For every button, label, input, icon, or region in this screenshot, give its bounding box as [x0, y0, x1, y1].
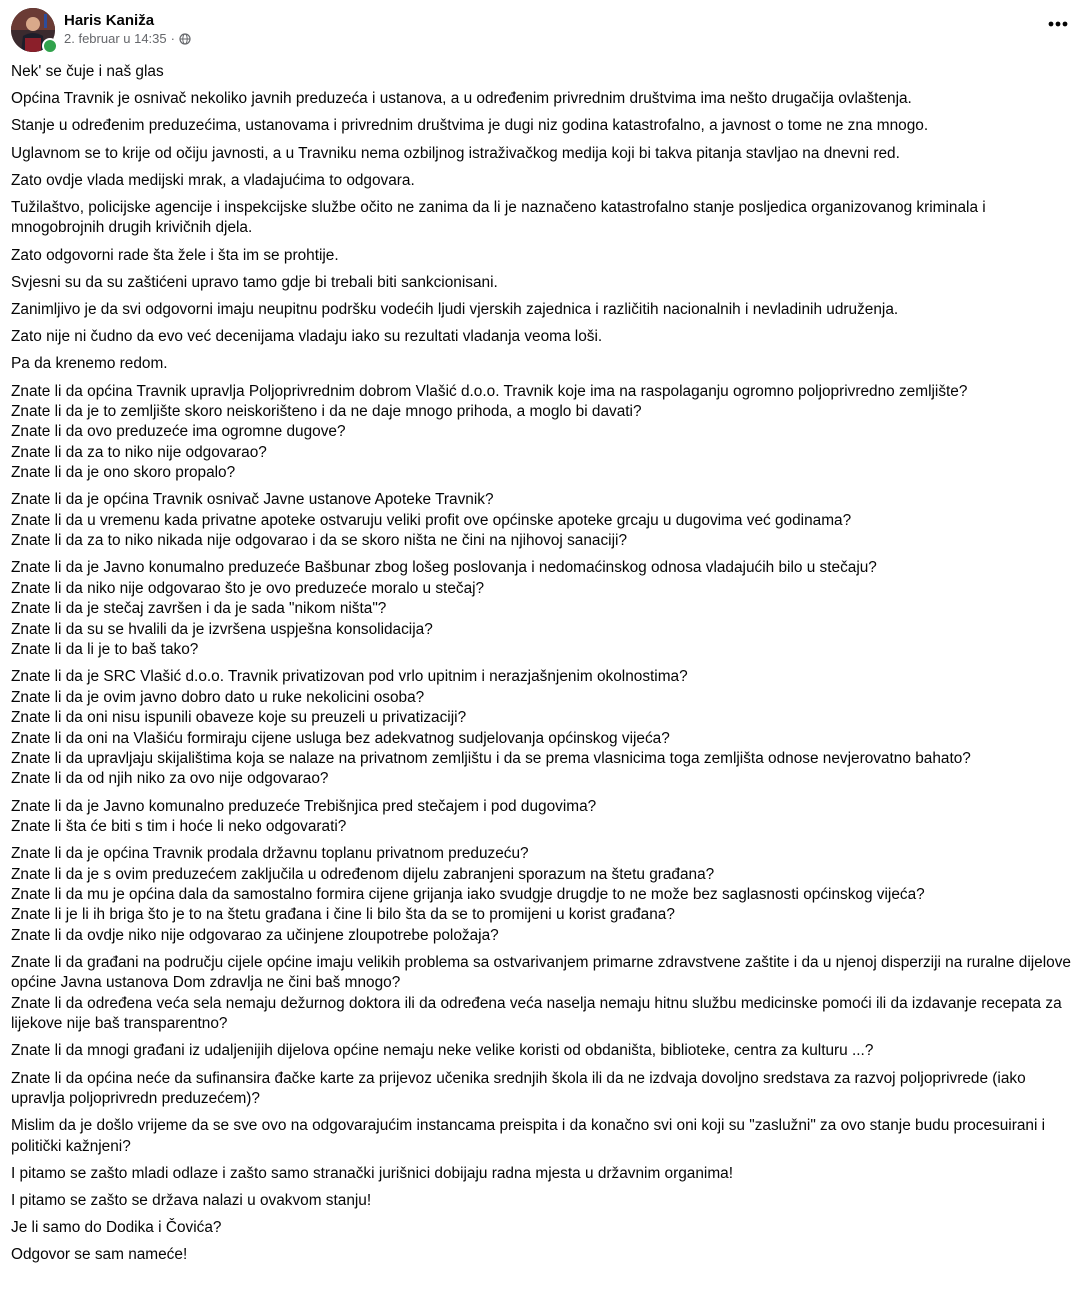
- question-line: Znate li da niko nije odgovarao što je ovo preduzeće moralo u stečaj?: [11, 579, 485, 597]
- question-line: Znate li da je ovim javno dobro dato u ruke nekolicini osoba?: [11, 688, 425, 706]
- question-group: [11, 667, 1071, 789]
- question-line: Znate li da je to zemljište skoro neiskorišteno i da ne daje mnogo prihoda, a moglo bi davati?: [11, 403, 642, 421]
- question-line: Znate li da oni na Vlašiću formiraju cijene usluga bez adekvatnog sudjelovanja općinskog vijeća?: [11, 729, 670, 747]
- question-line: Znate li da za to niko nije odgovarao?: [11, 443, 267, 461]
- post-paragraph: Općina Travnik je osnivač nekoliko javnih preduzeća i ustanova, a u određenim privrednim društvima ima nešto drugačija ovlaštenja.: [11, 90, 912, 108]
- post-body: [11, 62, 1071, 1273]
- question-line: Znate li šta će biti s tim i hoće li neko odgovarati?: [11, 817, 347, 835]
- question-line: Znate li da građani na području cijele općine imaju velikih problema sa ostvarivanjem primarne zdravstvene zaštite i da u njenoj disperziji na ruralne dijelove općine Javna ustanova Dom zdravlja ne čini baš mnogo?: [11, 953, 1071, 992]
- post-paragraph: Zato odgovorni rade šta žele i šta im se prohtije.: [11, 246, 339, 264]
- question-line: Znate li da li je to baš tako?: [11, 641, 199, 659]
- post-meta: [64, 31, 191, 46]
- question-line: Znate li da mnogi građani iz udaljenijih dijelova općine nemaju neke velike koristi od obdaništa, biblioteke, centra za kulturu ...?: [11, 1042, 874, 1060]
- question-line: Znate li da je ono skoro propalo?: [11, 464, 236, 482]
- question-line: Znate li da oni nisu ispunili obaveze koje su preuzeli u privatizaciji?: [11, 709, 467, 727]
- online-status-dot: [42, 38, 58, 54]
- question-line: Znate li da je Javno komunalno preduzeće Trebišnjica pred stečajem i pod dugovima?: [11, 797, 597, 815]
- question-line: Znate li da ovdje niko nije odgovarao za učinjene zloupotrebe položaja?: [11, 926, 499, 944]
- post-paragraph: Nek' se čuje i naš glas: [11, 63, 164, 80]
- question-line: Znate li da u vremenu kada privatne apoteke ostvaruju veliki profit ove općinske apoteke grcaju u dugovima već godinama?: [11, 511, 852, 529]
- post-paragraph: Stanje u određenim preduzećima, ustanovama i privrednim društvima je dugi niz godina katastrofalno, a javnost o tome ne zna mnogo.: [11, 117, 929, 135]
- question-line: Znate li da mu je općina dala da samostalno formira cijene grijanja iako svudgje drugdje to ne može bez saglasnosti općinskog vijeća?: [11, 885, 925, 903]
- question-line: Znate li da općina neće da sufinansira đačke karte za prijevoz učenika srednjih škola ili da ne izdvaja dovoljno sredstava za razvoj poljoprivrede (iako upravlja poljoprivredn preduzećem)?: [11, 1069, 1026, 1108]
- question-line: Znate li da upravljaju skijalištima koja se nalaze na privatnom zemljištu i da se prema vlasnicima toga zemljišta odnose nevjerovatno bahato?: [11, 749, 971, 767]
- post-paragraph: Pa da krenemo redom.: [11, 355, 168, 373]
- question-group: [11, 490, 1071, 551]
- post-paragraph: I pitamo se zašto se država nalazi u ovakvom stanju!: [11, 1192, 372, 1210]
- post-paragraph: I pitamo se zašto mladi odlaze i zašto samo stranački jurišnici dobijaju radna mjesta u državnim organima!: [11, 1164, 733, 1182]
- post-paragraph: Zanimljivo je da svi odgovorni imaju neupitnu podršku vodećih ljudi vjerskih zajednica i različitih nacionalnih i nevladinih udruženja.: [11, 301, 899, 319]
- post-paragraph: Tužilaštvo, policijske agencije i inspekcijske službe očito ne zanima da li je naznačeno katastrofalno stanje posljedica organizovanog kriminala i mnogobrojnih drugih krivičnih djela.: [11, 199, 986, 237]
- question-group: [11, 1069, 1071, 1110]
- question-group: [11, 797, 1071, 838]
- meta-separator: ·: [170, 31, 175, 46]
- question-group: [11, 953, 1071, 1035]
- post-paragraph: Je li samo do Dodika i Čovića?: [11, 1219, 222, 1237]
- more-options-icon[interactable]: [1046, 12, 1070, 36]
- question-line: Znate li da je SRC Vlašić d.o.o. Travnik privatizovan pod vrlo upitnim i nerazjašnjenim okolnostima?: [11, 668, 688, 686]
- question-group: [11, 844, 1071, 946]
- question-line: Znate li da je s ovim preduzećem zaključila u određenom dijelu zabranjeni sporazum na štetu građana?: [11, 865, 715, 883]
- question-group: [11, 382, 1071, 484]
- question-line: Znate li je li ih briga što je to na štetu građana i čine li bilo šta da se to promijeni u korist građana?: [11, 906, 675, 924]
- question-line: Znate li da općina Travnik upravlja Poljoprivrednim dobrom Vlašić d.o.o. Travnik koje ima na raspolaganju ogromno poljoprivredno zemljište?: [11, 382, 968, 400]
- question-line: Znate li da je općina Travnik prodala državnu toplanu privatnom preduzeću?: [11, 845, 529, 863]
- question-group: [11, 558, 1071, 660]
- post-paragraph: Svjesni su da su zaštićeni upravo tamo gdje bi trebali biti sankcionisani.: [11, 273, 498, 291]
- question-line: Znate li da od njih niko za ovo nije odgovarao?: [11, 770, 329, 788]
- post-paragraph: Mislim da je došlo vrijeme da se sve ovo na odgovarajućim instancama preispita i da konačno svi oni koji su "zaslužni" za ovo stanje budu procesuirani i politički kažnjeni?: [11, 1117, 1046, 1155]
- post-paragraph: Zato ovdje vlada medijski mrak, a vladajućima to odgovara.: [11, 171, 415, 189]
- post-paragraph: Uglavnom se to krije od očiju javnosti, a u Travniku nema ozbiljnog istraživačkog medija koji bi takva pitanja stavljao na dnevni red.: [11, 144, 900, 162]
- globe-icon[interactable]: [179, 33, 191, 45]
- question-line: Znate li da je općina Travnik osnivač Javne ustanove Apoteke Travnik?: [11, 491, 494, 509]
- question-line: Znate li da su se hvalili da je izvršena uspješna konsolidacija?: [11, 620, 433, 638]
- post-paragraph: Zato nije ni čudno da evo već decenijama vladaju iako su rezultati vladanja veoma loši.: [11, 328, 603, 346]
- post-date[interactable]: 2. februar u 14:35: [64, 31, 167, 46]
- question-line: Znate li da ovo preduzeće ima ogromne dugove?: [11, 423, 346, 441]
- question-line: Znate li da je stečaj završen i da je sada "nikom ništa"?: [11, 600, 387, 618]
- question-group: [11, 1041, 1071, 1061]
- question-line: Znate li da je Javno konumalno preduzeće Bašbunar zbog lošeg poslovanja i nedomaćinskog odnosa vladajućih bilo u stečaju?: [11, 559, 877, 577]
- question-line: Znate li da za to niko nikada nije odgovarao i da se skoro ništa ne čini na njihovoj sanaciji?: [11, 532, 628, 550]
- author-name[interactable]: Haris Kaniža: [64, 12, 155, 29]
- post-paragraph: Odgovor se sam nameće!: [11, 1246, 188, 1264]
- question-line: Znate li da određena veća sela nemaju dežurnog doktora ili da određena veća naselja nemaju hitnu službu medicinske pomoći ili da izdavanje recepata za lijekove nije baš transparentno?: [11, 994, 1062, 1033]
